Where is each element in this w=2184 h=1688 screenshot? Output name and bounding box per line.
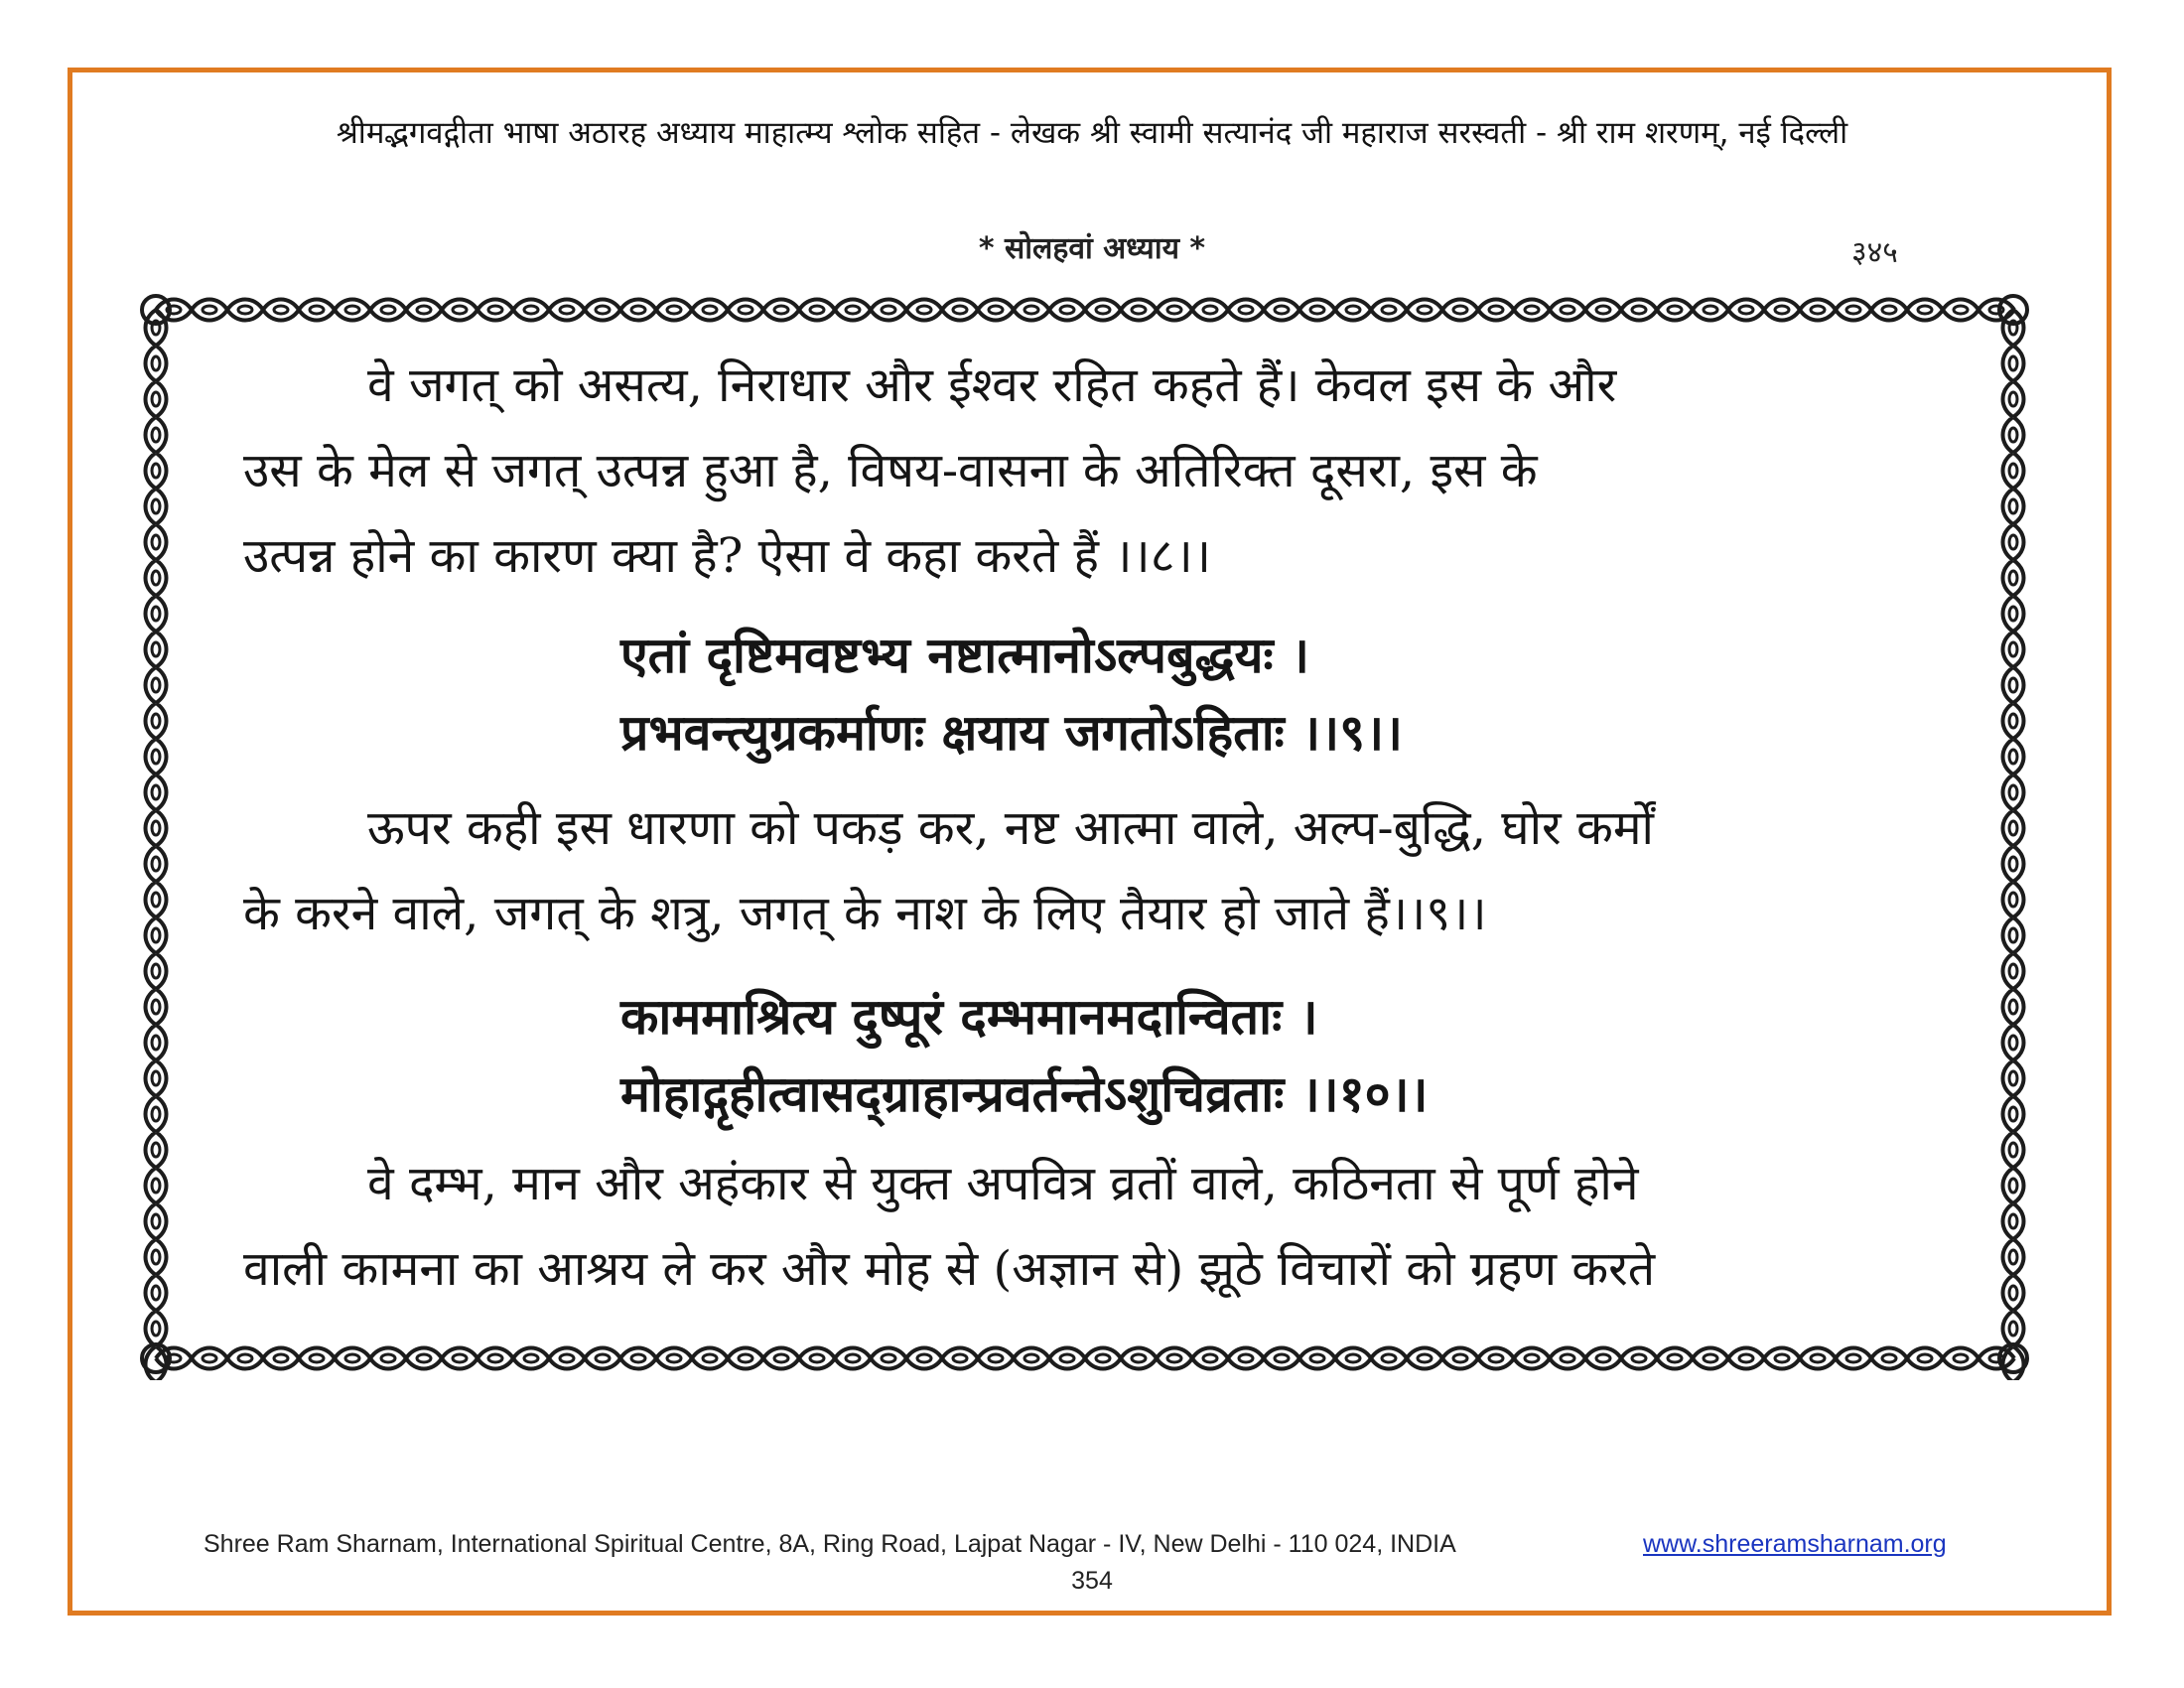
vine-leaf: [2009, 499, 2017, 513]
vine-leaf: [152, 571, 160, 585]
vine-leaf: [1882, 306, 1896, 314]
vine-leaf: [2009, 928, 2017, 942]
vine-leaf: [381, 1354, 395, 1362]
vine-leaf: [152, 928, 160, 942]
vine-leaf: [739, 1354, 752, 1362]
vine-leaf: [2009, 893, 2017, 907]
vine-leaf: [774, 306, 788, 314]
vine-leaf: [2009, 607, 2017, 621]
paragraph-2: [243, 785, 1941, 956]
vine-leaf: [152, 1000, 160, 1014]
vine-leaf: [488, 1354, 502, 1362]
vine-leaf: [152, 356, 160, 370]
vine-leaf: [238, 1354, 252, 1362]
vine-leaf: [1739, 306, 1753, 314]
chapter-title: * सोलहवां अध्याय *: [978, 231, 1206, 266]
vine-leaf: [2009, 821, 2017, 835]
vine-leaf: [2009, 464, 2017, 478]
vine-leaf: [2009, 964, 2017, 978]
vine-leaf: [1954, 1354, 1968, 1362]
vine-leaf: [345, 1354, 359, 1362]
verse-line: काममाश्रित्य दुष्पूरं दम्भमानमदान्विताः ।: [620, 987, 1318, 1046]
vine-leaf: [1346, 306, 1360, 314]
vine-leaf: [152, 964, 160, 978]
vine-leaf: [2009, 428, 2017, 442]
vine-leaf: [152, 893, 160, 907]
vine-leaf: [953, 1354, 967, 1362]
vine-leaf: [953, 306, 967, 314]
vine-leaf: [2009, 1286, 2017, 1300]
document-header-title: श्रीमद्भगवद्गीता भाषा अठारह अध्याय माहात्म्य श्लोक सहित - लेखक श्री स्वामी सत्यानंद जी महाराज सरस्वती - श्री राम शरणम्, नई दिल्ली: [336, 115, 1848, 151]
vine-leaf: [152, 1250, 160, 1264]
vine-leaf: [1561, 1354, 1574, 1362]
vine-strand: [156, 1358, 2014, 1369]
vine-leaf: [882, 1354, 895, 1362]
vine-leaf: [1024, 1354, 1038, 1362]
vine-leaf: [2009, 1214, 2017, 1228]
vine-leaf: [1167, 306, 1181, 314]
vine-leaf: [453, 1354, 467, 1362]
vine-leaf: [2009, 392, 2017, 406]
vine-leaf: [524, 1354, 538, 1362]
vine-leaf: [1668, 306, 1682, 314]
vine-leaf: [152, 1143, 160, 1157]
vine-leaf: [1418, 306, 1432, 314]
vine-leaf: [631, 1354, 645, 1362]
vine-leaf: [1918, 306, 1932, 314]
paragraph-line: उत्पन्न होने का कारण क्या है? ऐसा वे कहा करते हैं ।।८।।: [243, 528, 1211, 584]
vine-leaf: [560, 1354, 574, 1362]
vine-leaf: [152, 607, 160, 621]
vine-leaf: [453, 306, 467, 314]
verse-line: एतां दृष्टिमवष्टभ्य नष्टात्मानोऽल्पबुद्धयः ।: [620, 626, 1309, 684]
vine-leaf: [1704, 306, 1717, 314]
vine-leaf: [310, 306, 324, 314]
vine-leaf: [703, 1354, 717, 1362]
paragraph-3: [243, 1141, 1941, 1312]
vine-leaf: [846, 1354, 860, 1362]
vine-leaf: [810, 306, 824, 314]
vine-leaf: [774, 1354, 788, 1362]
vine-leaf: [989, 1354, 1003, 1362]
scanned-text-block: [243, 343, 1941, 1312]
vine-leaf: [1346, 1354, 1360, 1362]
vine-leaf: [1132, 306, 1146, 314]
vine-leaf: [2009, 785, 2017, 799]
vine-leaf: [2009, 356, 2017, 370]
vine-leaf: [2009, 642, 2017, 656]
vine-leaf: [1811, 306, 1825, 314]
vine-leaf: [596, 306, 610, 314]
vine-leaf: [1632, 306, 1646, 314]
scanned-page-number: ३४५: [1851, 235, 1898, 270]
verse-9: [620, 617, 1941, 772]
footer-page-number: 354: [1071, 1567, 1113, 1595]
vine-leaf: [1310, 306, 1324, 314]
vine-leaf: [152, 464, 160, 478]
vine-leaf: [1918, 1354, 1932, 1362]
vine-leaf: [1096, 1354, 1110, 1362]
vine-leaf: [152, 392, 160, 406]
vine-leaf: [381, 306, 395, 314]
vine-leaf: [152, 678, 160, 692]
vine-leaf: [417, 1354, 431, 1362]
vine-leaf: [1275, 306, 1289, 314]
vine-leaf: [703, 306, 717, 314]
vine-leaf: [1060, 1354, 1074, 1362]
vine-leaf: [2009, 1250, 2017, 1264]
vine-leaf: [152, 857, 160, 871]
vine-leaf: [1024, 306, 1038, 314]
vine-leaf: [1132, 1354, 1146, 1362]
vine-leaf: [1811, 1354, 1825, 1362]
vine-leaf: [152, 535, 160, 549]
vine-leaf: [2009, 571, 2017, 585]
vine-leaf: [1453, 306, 1467, 314]
vine-leaf: [2009, 1071, 2017, 1085]
paragraph-line: वे दम्भ, मान और अहंकार से युक्त अपवित्र व्रतों वाले, कठिनता से पूर्ण होने: [367, 1156, 1639, 1211]
vine-leaf: [1167, 1354, 1181, 1362]
vine-leaf: [917, 306, 931, 314]
vine-leaf: [152, 750, 160, 764]
vine-leaf: [2009, 1107, 2017, 1121]
vine-leaf: [152, 1286, 160, 1300]
vine-leaf: [1846, 306, 1860, 314]
vine-leaf: [596, 1354, 610, 1362]
vine-leaf: [1382, 306, 1396, 314]
vine-leaf: [1775, 306, 1789, 314]
paragraph-line: वाली कामना का आश्रय ले कर और मोह से (अज्ञान से) झूठे विचारों को ग्रहण करते: [243, 1241, 1656, 1297]
vine-leaf: [846, 306, 860, 314]
vine-leaf: [1561, 306, 1574, 314]
vine-leaf: [2009, 535, 2017, 549]
vine-leaf: [2009, 857, 2017, 871]
vine-leaf: [989, 306, 1003, 314]
vine-leaf: [152, 1214, 160, 1228]
vine-leaf: [917, 1354, 931, 1362]
vine-leaf: [1239, 306, 1253, 314]
vine-leaf: [152, 642, 160, 656]
website-link[interactable]: www.shreeramsharnam.org: [1643, 1530, 1947, 1558]
vine-leaf: [417, 306, 431, 314]
vine-leaf: [667, 306, 681, 314]
vine-leaf: [1775, 1354, 1789, 1362]
vine-leaf: [238, 306, 252, 314]
vine-leaf: [152, 821, 160, 835]
vine-leaf: [1739, 1354, 1753, 1362]
paragraph-line: ऊपर कही इस धारणा को पकड़ कर, नष्ट आत्मा वाले, अल्प-बुद्धि, घोर कर्मों: [367, 800, 1654, 856]
vine-leaf: [274, 306, 288, 314]
verse-10: [620, 978, 1941, 1133]
footer-address: Shree Ram Sharnam, International Spiritual Centre, 8A, Ring Road, Lajpat Nagar - IV, New Delhi - 110 024, INDIA: [204, 1530, 1456, 1558]
vine-leaf: [560, 306, 574, 314]
verse-line: प्रभवन्त्युग्रकर्माणः क्षयाय जगतोऽहिताः ।।९।।: [620, 703, 1403, 762]
vine-leaf: [2009, 1179, 2017, 1193]
vine-leaf: [1704, 1354, 1717, 1362]
vine-leaf: [274, 1354, 288, 1362]
vine-leaf: [345, 306, 359, 314]
vine-strand: [156, 1348, 2014, 1359]
vine-leaf: [1596, 1354, 1610, 1362]
vine-leaf: [203, 306, 216, 314]
vine-leaf: [631, 306, 645, 314]
vine-leaf: [1382, 1354, 1396, 1362]
paragraph-line: वे जगत् को असत्य, निराधार और ईश्वर रहित कहते हैं। केवल इस के और: [367, 357, 1617, 413]
vine-leaf: [152, 714, 160, 728]
vine-leaf: [310, 1354, 324, 1362]
vine-leaf: [1632, 1354, 1646, 1362]
vine-leaf: [1060, 306, 1074, 314]
vine-leaf: [1453, 1354, 1467, 1362]
vine-leaf: [1954, 306, 1968, 314]
vine-leaf: [152, 1036, 160, 1050]
vine-leaf: [2009, 750, 2017, 764]
vine-leaf: [1596, 306, 1610, 314]
vine-leaf: [152, 499, 160, 513]
vine-leaf: [1525, 306, 1539, 314]
vine-leaf: [2009, 1322, 2017, 1336]
vine-leaf: [2009, 714, 2017, 728]
vine-leaf: [152, 1322, 160, 1336]
vine-leaf: [1882, 1354, 1896, 1362]
vine-strand: [156, 300, 2014, 311]
paragraph-1: [243, 343, 1941, 599]
vine-leaf: [882, 306, 895, 314]
vine-leaf: [524, 306, 538, 314]
vine-leaf: [152, 1179, 160, 1193]
vine-leaf: [667, 1354, 681, 1362]
vine-leaf: [1489, 306, 1503, 314]
vine-leaf: [1275, 1354, 1289, 1362]
vine-leaf: [2009, 678, 2017, 692]
vine-leaf: [1203, 306, 1217, 314]
vine-leaf: [1310, 1354, 1324, 1362]
vine-leaf: [739, 306, 752, 314]
vine-leaf: [1418, 1354, 1432, 1362]
vine-leaf: [152, 785, 160, 799]
vine-leaf: [2009, 1036, 2017, 1050]
verse-line: मोहाद्गृहीत्वासद्ग्राहान्प्रवर्तन्तेऽशुचिव्रताः ।।१०।।: [620, 1064, 1429, 1123]
vine-leaf: [152, 1107, 160, 1121]
paragraph-line: उस के मेल से जगत् उत्पन्न हुआ है, विषय-वासना के अतिरिक्त दूसरा, इस के: [243, 443, 1538, 498]
vine-leaf: [1096, 306, 1110, 314]
vine-leaf: [152, 428, 160, 442]
vine-leaf: [1239, 1354, 1253, 1362]
vine-leaf: [810, 1354, 824, 1362]
vine-leaf: [2009, 1143, 2017, 1157]
vine-leaf: [1203, 1354, 1217, 1362]
vine-leaf: [488, 306, 502, 314]
vine-leaf: [2009, 1000, 2017, 1014]
vine-leaf: [152, 1071, 160, 1085]
vine-leaf: [1668, 1354, 1682, 1362]
vine-leaf: [203, 1354, 216, 1362]
paragraph-line: के करने वाले, जगत् के शत्रु, जगत् के नाश के लिए तैयार हो जाते हैं।।९।।: [243, 886, 1487, 941]
vine-leaf: [1525, 1354, 1539, 1362]
vine-strand: [156, 310, 2014, 321]
vine-leaf: [1489, 1354, 1503, 1362]
vine-leaf: [1846, 1354, 1860, 1362]
